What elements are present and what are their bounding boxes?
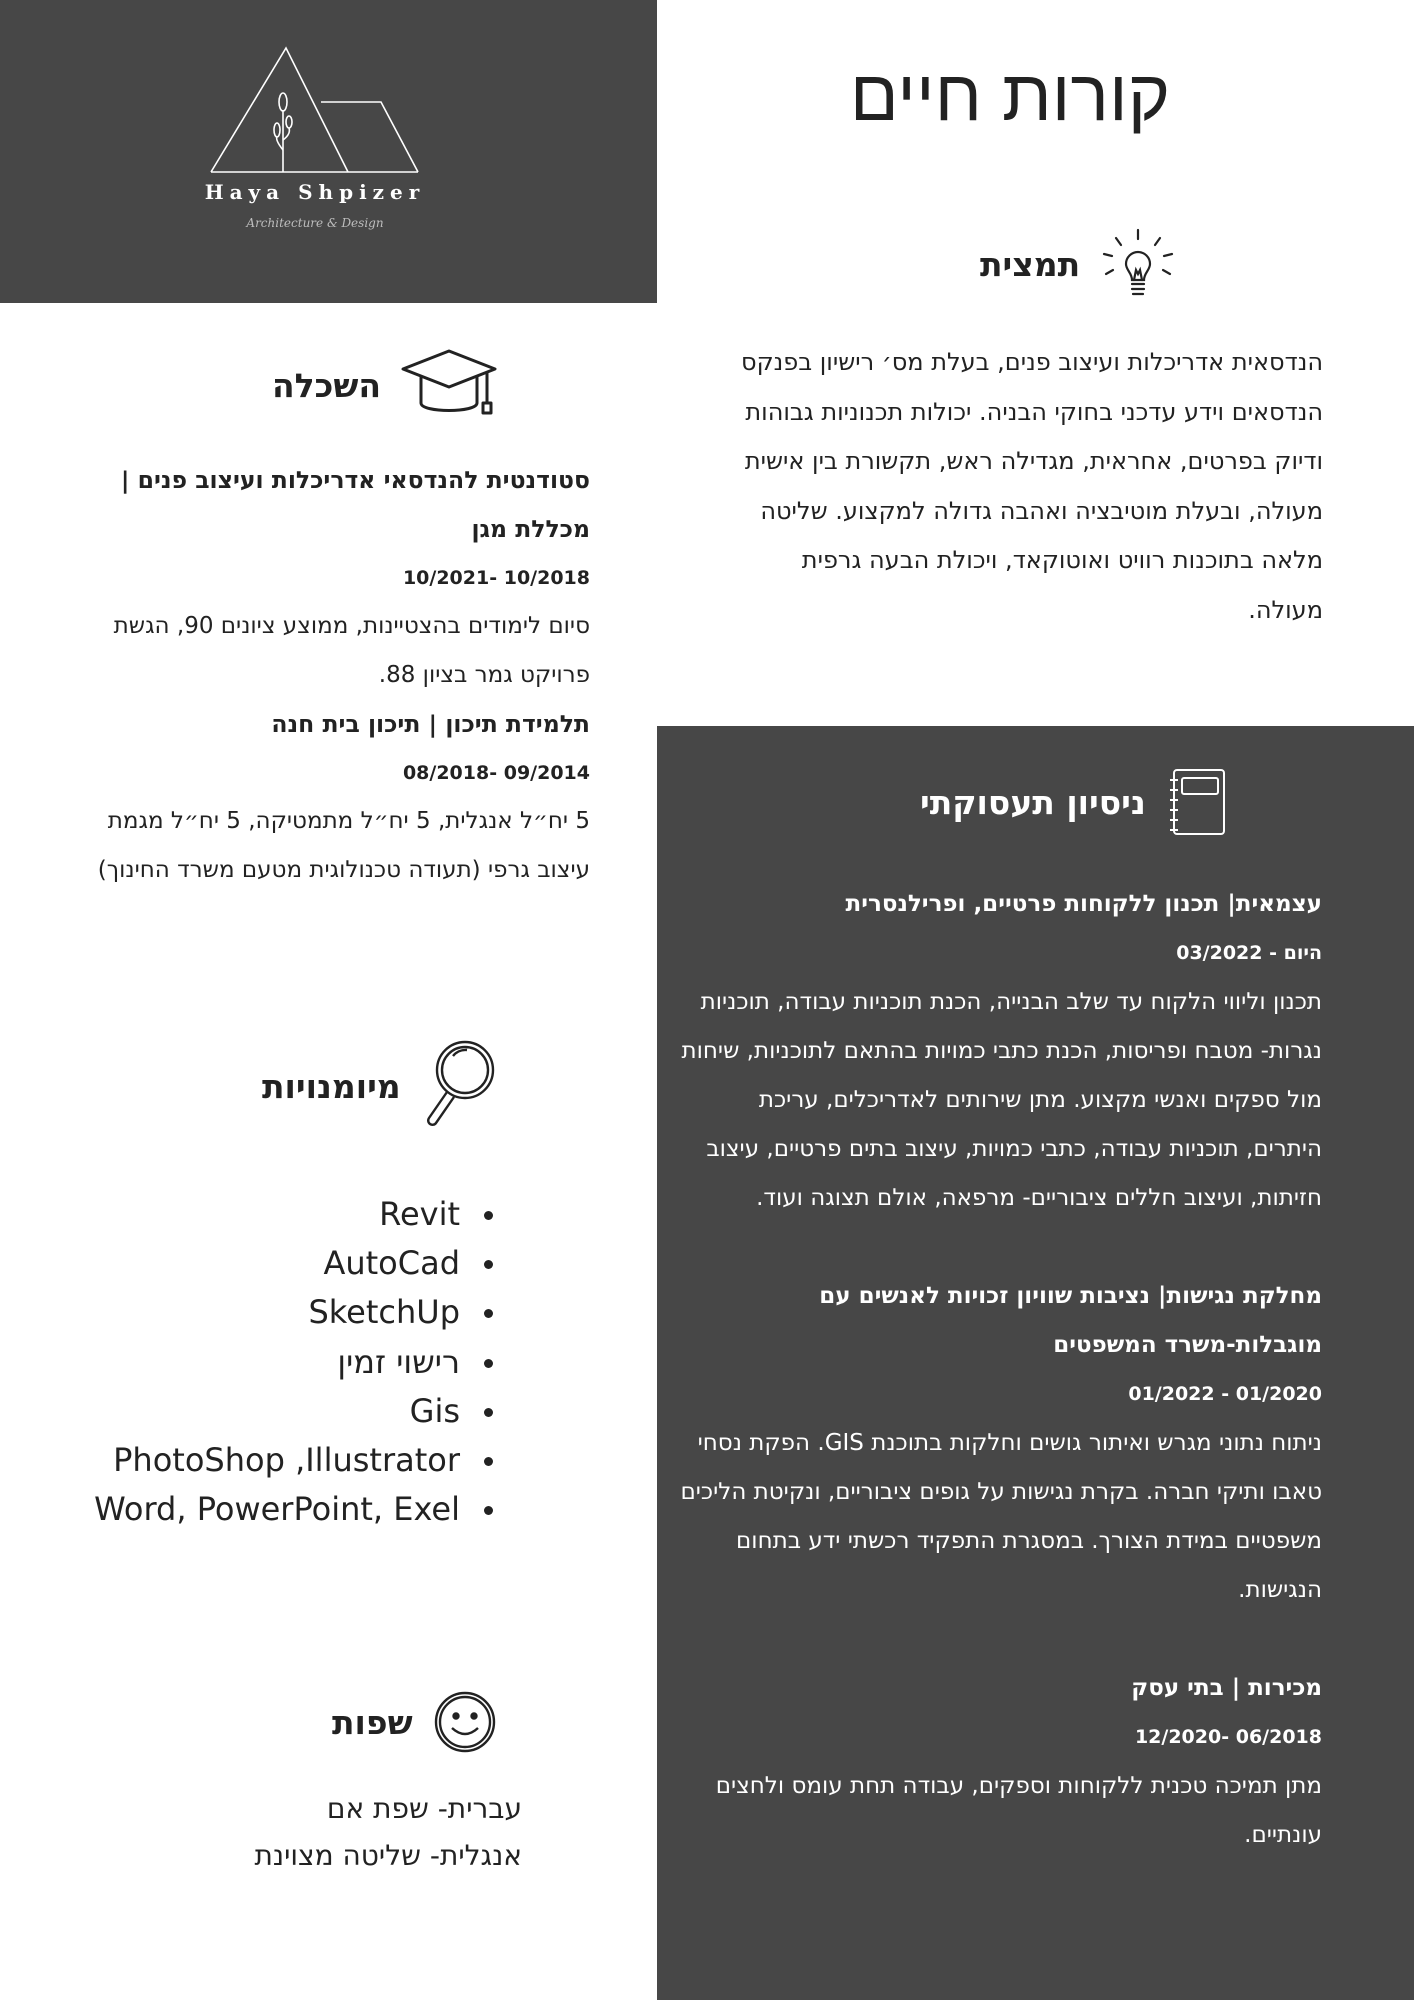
education-item-1-description: סיום לימודים בהצטיינות, ממוצע ציונים 90, הגשת פרויקט גמר בציון 88.: [113, 613, 590, 688]
lightbulb-icon: [1098, 222, 1178, 306]
house-logo-icon: [205, 40, 425, 180]
languages-heading: [332, 1690, 499, 1754]
education-item-1-dates: 10/2018 -10/2021: [402, 567, 590, 589]
education-item-2-description: 5 יח״ל אנגלית, 5 יח״ל מתמטיקה, 5 יח״ל מגמת עיצוב גרפי (תעודה טכנולוגית מטעם משרד החינוך): [97, 808, 590, 883]
experience-item-1-dates: היום - 03/2022: [1176, 942, 1322, 964]
skill-item-5: Gis: [80, 1387, 510, 1436]
language-item-2: אנגלית- שליטה מצוינת: [254, 1839, 522, 1872]
experience-item-2-dates: 01/2020 - 01/2022: [1128, 1383, 1322, 1405]
logo-name: Haya Shpizer: [204, 180, 426, 204]
experience-heading: [920, 766, 1230, 838]
education-heading-label: השכלה: [272, 365, 382, 405]
experience-item-3-title: מכירות | בתי עסק: [1131, 1675, 1322, 1701]
notebook-icon: [1164, 766, 1230, 838]
logo-panel: [0, 0, 657, 303]
skill-item-1: Revit: [80, 1190, 510, 1239]
experience-item-3-description: מתן תמיכה טכנית ללקוחות וספקים, עבודה תחת עומס ולחצים עונתיים.: [715, 1773, 1322, 1848]
smiley-icon: [431, 1690, 499, 1754]
skill-item-3: SketchUp: [80, 1288, 510, 1337]
education-item-2-title: תלמידת תיכון | תיכון בית חנה: [271, 710, 590, 738]
languages-heading-label: שפות: [332, 1702, 413, 1742]
languages-list: [150, 1785, 522, 1879]
logo-tagline: Architecture & Design: [246, 216, 384, 230]
education-list: [55, 456, 590, 895]
education-item-1-title: סטודנטית להנדסאי אדריכלות ועיצוב פנים | מכללת מגן: [120, 466, 590, 543]
magnifier-icon: [419, 1036, 499, 1136]
experience-heading-label: ניסיון תעסוקתי: [920, 782, 1146, 822]
experience-item-3-dates: 06/2018 -12/2020: [1134, 1726, 1322, 1748]
experience-list: [680, 880, 1322, 1860]
skill-item-6: PhotoShop ,Illustrator: [80, 1436, 510, 1485]
summary-heading-label: תמצית: [980, 244, 1081, 284]
skills-heading-label: מיומנויות: [262, 1066, 401, 1106]
skill-item-7: Word, PowerPoint, Exel: [80, 1485, 510, 1534]
experience-item-1-title: עצמאית| תכנון ללקוחות פרטיים, ופרילנסרית: [845, 891, 1322, 917]
language-item-1: עברית- שפת אם: [326, 1792, 522, 1825]
skill-item-4: רישוי זמין: [80, 1338, 510, 1387]
graduation-cap-icon: [399, 345, 499, 425]
summary-heading: [980, 222, 1178, 306]
skills-heading: [262, 1036, 499, 1136]
education-heading: [272, 345, 499, 425]
page-title: קורות חיים: [849, 56, 1171, 136]
experience-item-1-description: תכנון וליווי הלקוח עד שלב הבנייה, הכנת תוכניות עבודה, תוכניות נגרות- מטבח ופריסות, הכנת כתבי כמויות בהתאם לתוכניות, שיחות מול ספקים ואנשי מקצוע. מתן שירותים לאדריכלים, עריכת היתרים, תוכניות עבודה, כתבי כמויות, עיצוב בתים פרטיים, עיצוב חזיתות, ועיצוב חללים ציבוריים- מרפאה, אולם תצוגה ועוד.: [681, 989, 1322, 1211]
skill-item-2: AutoCad: [80, 1239, 510, 1288]
skills-list: [80, 1190, 510, 1534]
summary-text: הנדסאית אדריכלות ועיצוב פנים, בעלת מס׳ רישיון בפנקס הנדסאים וידע עדכני בחוקי הבניה. יכולות תכנוניות גבוהות ודיוק בפרטים, אחראית, מגדילה ראש, תקשורת בין אישית מעולה, ובעלת מוטיבציה ואהבה גדולה למקצוע. שליטה מלאה בתוכנות רוויט ואוטוקאד, ויכולת הבעה גרפית מעולה.: [741, 348, 1323, 624]
experience-item-2-title: מחלקת נגישות| נציבות שוויון זכויות לאנשים עם מוגבלות-משרד המשפטים: [819, 1283, 1322, 1358]
experience-item-2-description: ניתוח נתוני מגרש ואיתור גושים וחלקות בתוכנת GIS. הפקת נסחי טאבו ותיקי חברה. בקרת נגישות על גופים ציבוריים, ונקיטת הליכים משפטיים במידת הצורך. במסגרת התפקיד רכשתי ידע בתחום הנגישות.: [680, 1430, 1322, 1603]
education-item-2-dates: 09/2014 -08/2018: [402, 762, 590, 784]
